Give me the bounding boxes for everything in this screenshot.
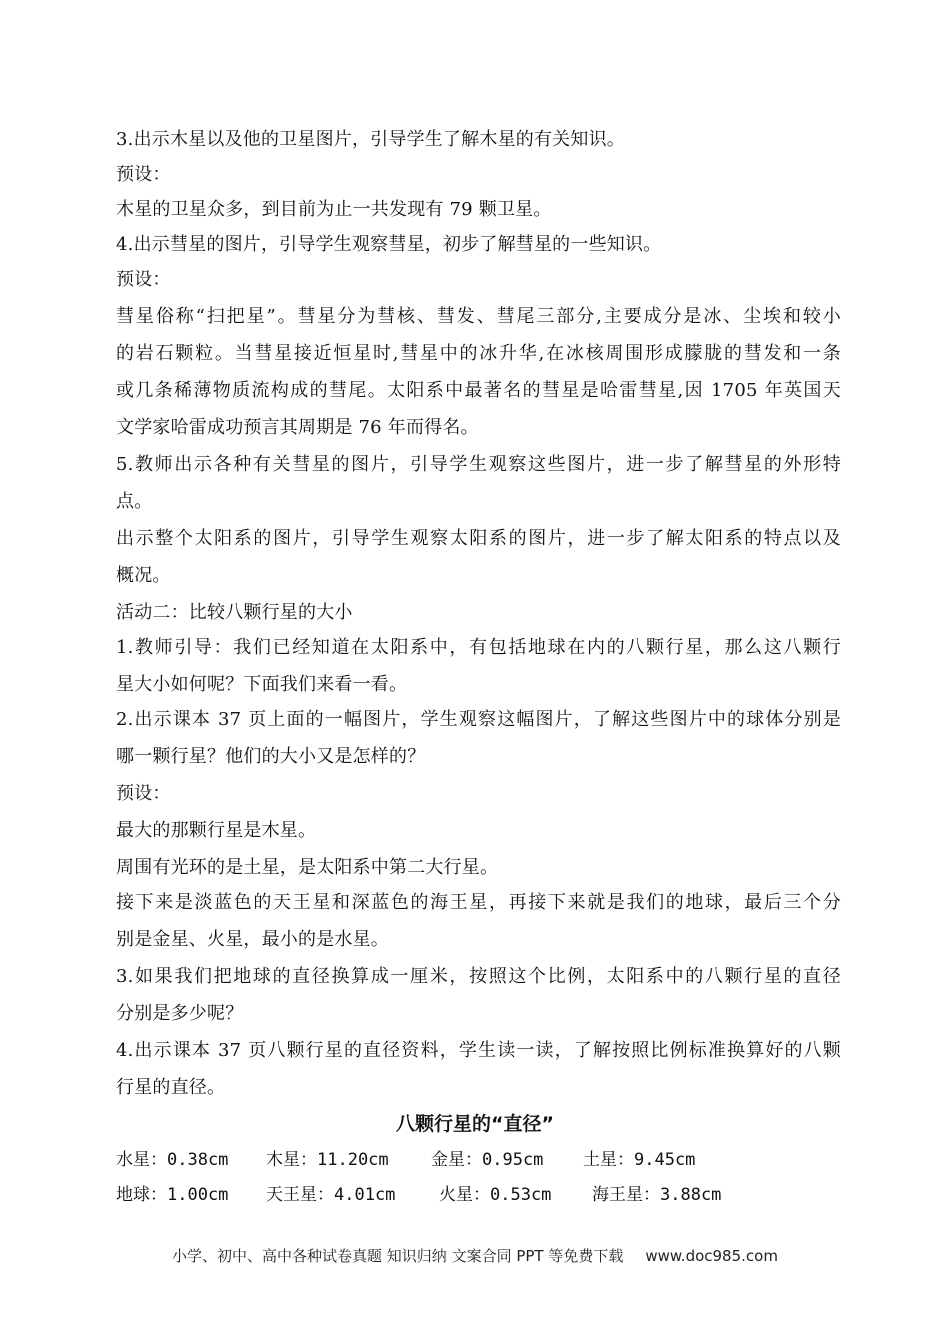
table-cell: 天王星：4.01cm [266,1185,396,1205]
table-cell: 火星：0.53cm [439,1185,552,1205]
table-cell: 水星：0.38cm [116,1150,229,1170]
paragraph-line: 活动二：比较八颗行星的大小 [116,602,353,623]
table-cell: 海王星：3.88cm [592,1185,722,1205]
paragraph-line: 3.出示木星以及他的卫星图片，引导学生了解木星的有关知识。 [116,129,625,150]
paragraph-line: 5.教师出示各种有关彗星的图片，引导学生观察这些图片，进一步了解彗星的外形特 [116,454,841,475]
paragraph-line: 周围有光环的是土星，是太阳系中第二大行星。 [116,857,499,878]
paragraph-line: 4.出示课本 37 页八颗行星的直径资料，学生读一读，了解按照比例标准换算好的八颗 [116,1040,841,1061]
paragraph-line: 彗星俗称“扫把星”。彗星分为彗核、彗发、彗尾三部分,主要成分是冰、尘埃和较小 [116,306,841,327]
table-cell: 土星：9.45cm [583,1150,696,1170]
table-cell: 地球：1.00cm [116,1185,229,1205]
paragraph-line: 最大的那颗行星是木星。 [116,820,317,841]
paragraph-line: 行星的直径。 [116,1077,226,1098]
table-cell: 金星：0.95cm [431,1150,544,1170]
paragraph-line: 的岩石颗粒。当彗星接近恒星时,彗星中的冰升华,在冰核周围形成朦胧的彗发和一条 [116,343,841,364]
paragraph-line: 文学家哈雷成功预言其周期是 76 年而得名。 [116,417,479,438]
paragraph-line: 出示整个太阳系的图片，引导学生观察太阳系的图片，进一步了解太阳系的特点以及 [116,528,841,549]
paragraph-line: 4.出示彗星的图片，引导学生观察彗星，初步了解彗星的一些知识。 [116,234,662,255]
paragraph-line: 接下来是淡蓝色的天王星和深蓝色的海王星，再接下来就是我们的地球，最后三个分 [116,892,841,913]
paragraph-line: 3.如果我们把地球的直径换算成一厘米，按照这个比例，太阳系中的八颗行星的直径 [116,966,841,987]
paragraph-line: 1.教师引导：我们已经知道在太阳系中，有包括地球在内的八颗行星，那么这八颗行 [116,637,841,658]
paragraph-line: 分别是多少呢？ [116,1003,244,1024]
paragraph-line: 哪一颗行星？他们的大小又是怎样的？ [116,746,426,767]
paragraph-line: 星大小如何呢？下面我们来看一看。 [116,674,408,695]
paragraph-line: 预设： [116,164,171,185]
footer-text: 小学、初中、高中各种试卷真题 知识归纳 文案合同 PPT 等免费下载 [172,1247,624,1265]
table-title: 八颗行星的“直径” [396,1113,554,1135]
paragraph-line: 或几条稀薄物质流构成的彗尾。太阳系中最著名的彗星是哈雷彗星,因 1705 年英国天 [116,380,841,401]
table-cell: 木星：11.20cm [266,1150,389,1170]
paragraph-line: 预设： [116,783,171,804]
paragraph-line: 概况。 [116,565,171,586]
paragraph-line: 别是金星、火星，最小的是水星。 [116,929,389,950]
paragraph-line: 2.出示课本 37 页上面的一幅图片，学生观察这幅图片，了解这些图片中的球体分别是 [116,709,841,730]
footer [0,1245,950,1266]
paragraph-line: 预设： [116,269,171,290]
footer-url[interactable]: www.doc985.com [645,1247,778,1265]
paragraph-line: 木星的卫星众多，到目前为止一共发现有 79 颗卫星。 [116,199,552,220]
paragraph-line: 点。 [116,491,153,512]
